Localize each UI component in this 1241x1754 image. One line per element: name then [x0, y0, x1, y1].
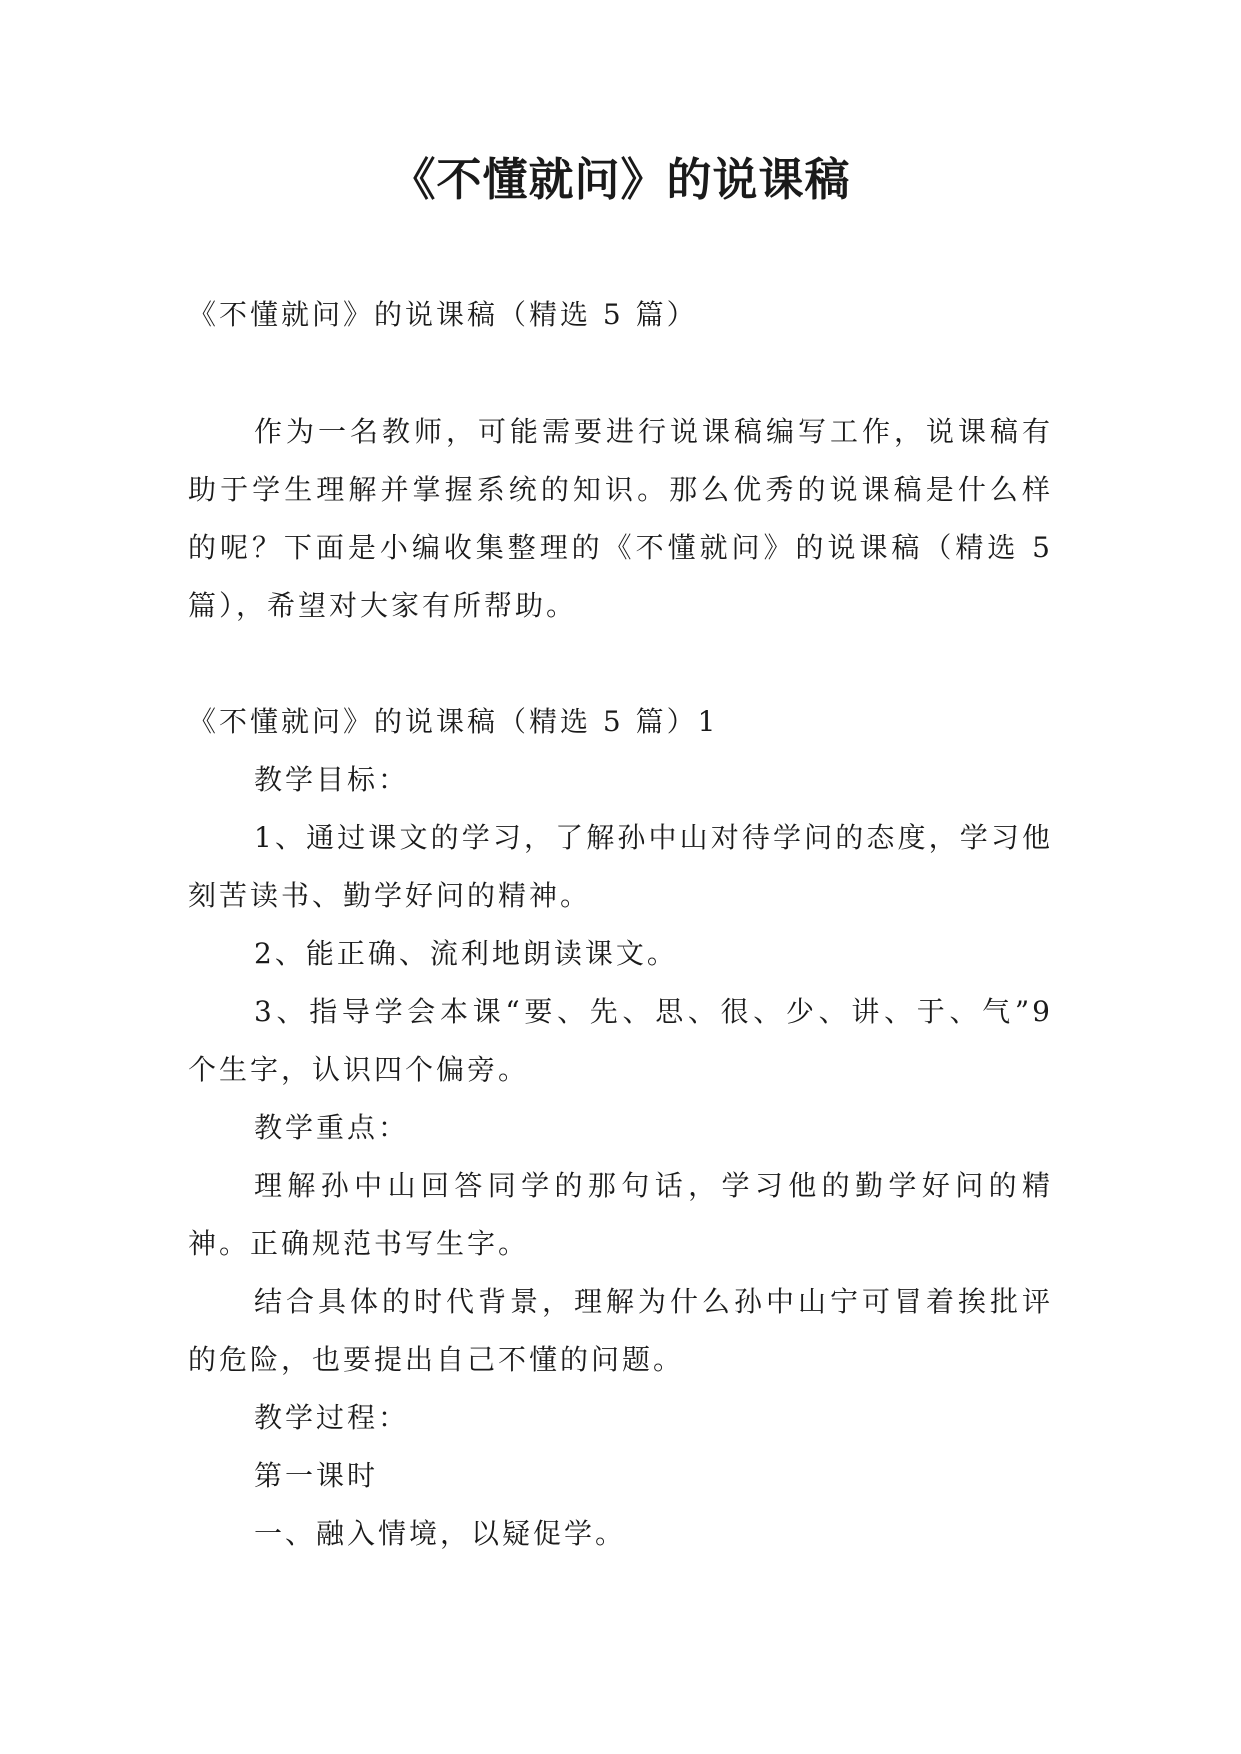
- paragraph-key-points-label: 教学重点：: [254, 1111, 410, 1144]
- section-heading: 《不懂就问》的说课稿（精选 5 篇）1: [188, 705, 719, 738]
- section-block: [188, 693, 1053, 1563]
- intro-paragraph: 作为一名教师，可能需要进行说课稿编写工作，说课稿有助于学生理解并掌握系统的知识。那么优秀的说课稿是什么样的呢？下面是小编收集整理的《不懂就问》的说课稿（精选 5 篇），希望对大家有所帮助。: [188, 415, 1053, 622]
- paragraph-key-point-2: 结合具体的时代背景，理解为什么孙中山宁可冒着挨批评的危险，也要提出自己不懂的问题。: [188, 1285, 1053, 1376]
- document-subtitle: 《不懂就问》的说课稿（精选 5 篇）: [188, 298, 698, 331]
- paragraph-goal-3: 3、指导学会本课“要、先、思、很、少、讲、于、气”9 个生字，认识四个偏旁。: [188, 995, 1053, 1086]
- paragraph-teaching-goals-label: 教学目标：: [254, 763, 410, 796]
- intro-block: [188, 403, 1053, 635]
- document-title: 《不懂就问》的说课稿: [390, 153, 851, 206]
- paragraph-goal-2: 2、能正确、流利地朗读课文。: [254, 937, 678, 970]
- paragraph-first-lesson: 第一课时: [254, 1459, 379, 1492]
- paragraph-key-point-1: 理解孙中山回答同学的那句话，学习他的勤学好问的精神。正确规范书写生字。: [188, 1169, 1053, 1260]
- paragraph-process-label: 教学过程：: [254, 1401, 410, 1434]
- paragraph-step-1: 一、融入情境，以疑促学。: [254, 1517, 627, 1550]
- paragraph-goal-1: 1、通过课文的学习，了解孙中山对待学问的态度，学习他刻苦读书、勤学好问的精神。: [188, 821, 1053, 912]
